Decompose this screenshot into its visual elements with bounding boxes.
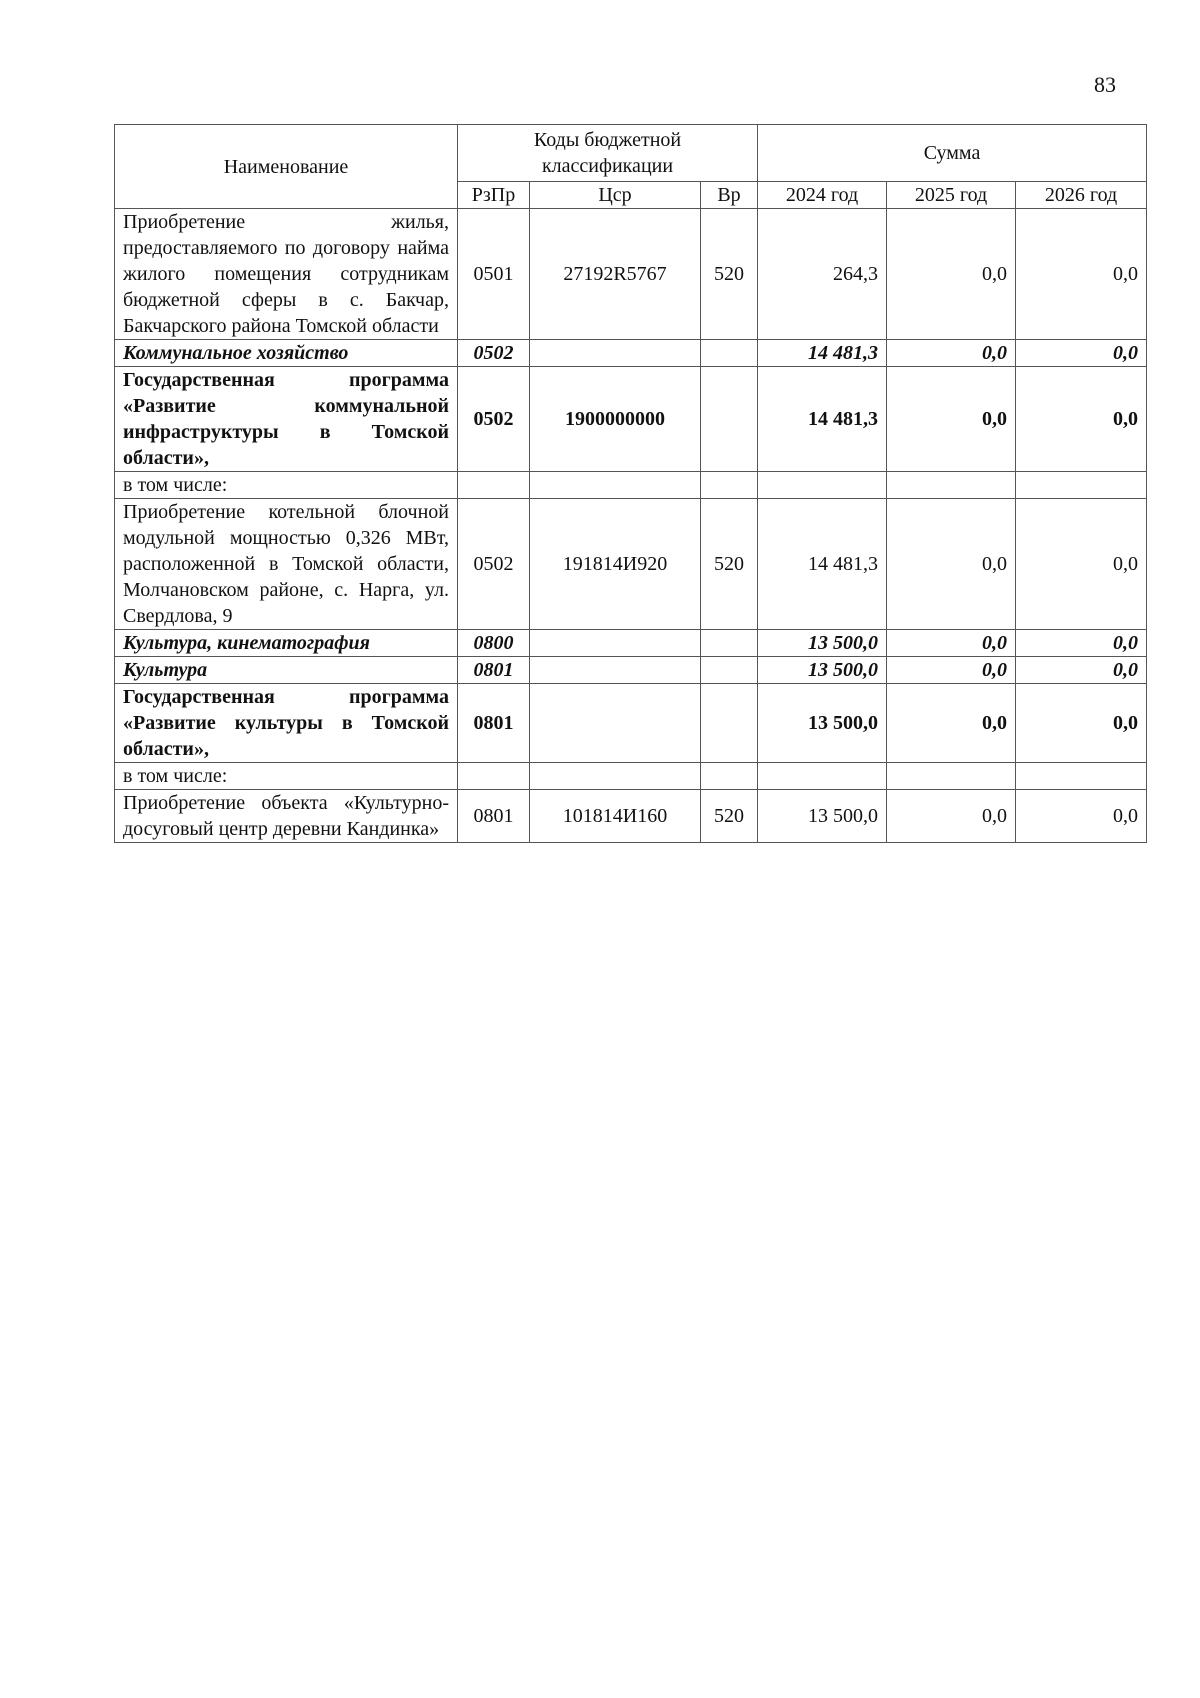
- row-2026: 0,0: [1016, 340, 1147, 367]
- row-2026: [1016, 763, 1147, 790]
- row-rzpr: 0800: [458, 630, 530, 657]
- row-2026: 0,0: [1016, 499, 1147, 630]
- row-2024: 13 500,0: [758, 684, 887, 763]
- row-2024: 14 481,3: [758, 340, 887, 367]
- row-name: в том числе:: [115, 763, 458, 790]
- header-name: Наименование: [115, 125, 458, 209]
- row-rzpr: 0801: [458, 684, 530, 763]
- row-rzpr: [458, 763, 530, 790]
- row-vr: [701, 367, 758, 472]
- row-2026: [1016, 472, 1147, 499]
- row-2025: 0,0: [887, 684, 1016, 763]
- row-2026: 0,0: [1016, 209, 1147, 340]
- row-rzpr: 0501: [458, 209, 530, 340]
- header-rzpr: РзПр: [458, 182, 530, 209]
- table-row: [115, 684, 1147, 763]
- row-2025: 0,0: [887, 630, 1016, 657]
- row-vr: [701, 472, 758, 499]
- row-rzpr: 0801: [458, 790, 530, 843]
- header-sum: Сумма: [758, 125, 1147, 182]
- row-rzpr: 0801: [458, 657, 530, 684]
- row-rzpr: [458, 472, 530, 499]
- table-row: [115, 763, 1147, 790]
- row-vr: [701, 684, 758, 763]
- row-2024: [758, 763, 887, 790]
- row-name: Приобретение жилья, предоставляемого по договору найма жилого помещения сотрудникам бюджетной сферы в с. Бакчар, Бакчарского района Томской области: [115, 209, 458, 340]
- row-csr: 101814И160: [530, 790, 701, 843]
- header-2024: 2024 год: [758, 182, 887, 209]
- row-2024: [758, 472, 887, 499]
- row-2026: 0,0: [1016, 790, 1147, 843]
- table-row: [115, 367, 1147, 472]
- row-2025: 0,0: [887, 790, 1016, 843]
- row-2024: 13 500,0: [758, 657, 887, 684]
- row-name: Культура, кинематография: [115, 630, 458, 657]
- row-csr: 191814И920: [530, 499, 701, 630]
- header-csr: Цср: [530, 182, 701, 209]
- row-name: Государственная программа «Развитие коммунальной инфраструктуры в Томской области»,: [115, 367, 458, 472]
- row-rzpr: 0502: [458, 499, 530, 630]
- row-2024: 264,3: [758, 209, 887, 340]
- row-2025: 0,0: [887, 340, 1016, 367]
- table-row: [115, 499, 1147, 630]
- header-2026: 2026 год: [1016, 182, 1147, 209]
- row-csr: [530, 684, 701, 763]
- row-2024: 14 481,3: [758, 499, 887, 630]
- row-csr: [530, 630, 701, 657]
- table-row: [115, 630, 1147, 657]
- budget-table: [114, 124, 1147, 843]
- row-2026: 0,0: [1016, 367, 1147, 472]
- row-vr: [701, 657, 758, 684]
- row-csr: 1900000000: [530, 367, 701, 472]
- row-2025: [887, 472, 1016, 499]
- row-name: Приобретение котельной блочной модульной мощностью 0,326 МВт, расположенной в Томской области, Молчановском районе, с. Нарга, ул. Свердлова, 9: [115, 499, 458, 630]
- row-2024: 13 500,0: [758, 790, 887, 843]
- table-row: [115, 340, 1147, 367]
- row-csr: [530, 340, 701, 367]
- header-vr: Вр: [701, 182, 758, 209]
- row-2025: 0,0: [887, 209, 1016, 340]
- row-2026: 0,0: [1016, 630, 1147, 657]
- row-csr: [530, 657, 701, 684]
- page-number: 83: [1094, 72, 1116, 97]
- row-name: в том числе:: [115, 472, 458, 499]
- row-name: Культура: [115, 657, 458, 684]
- row-2026: 0,0: [1016, 657, 1147, 684]
- row-2025: 0,0: [887, 367, 1016, 472]
- row-2025: 0,0: [887, 499, 1016, 630]
- header-row-1: [115, 125, 1147, 182]
- row-2024: 13 500,0: [758, 630, 887, 657]
- row-name: Коммунальное хозяйство: [115, 340, 458, 367]
- row-rzpr: 0502: [458, 367, 530, 472]
- row-2025: 0,0: [887, 657, 1016, 684]
- row-vr: 520: [701, 499, 758, 630]
- row-csr: 27192R5767: [530, 209, 701, 340]
- table-row: [115, 790, 1147, 843]
- row-csr: [530, 472, 701, 499]
- header-codes: Коды бюджетной классификации: [458, 125, 758, 182]
- row-vr: [701, 630, 758, 657]
- row-vr: [701, 340, 758, 367]
- row-name: Приобретение объекта «Культурно-досуговый центр деревни Кандинка»: [115, 790, 458, 843]
- row-2024: 14 481,3: [758, 367, 887, 472]
- table-row: [115, 657, 1147, 684]
- row-csr: [530, 763, 701, 790]
- row-vr: 520: [701, 209, 758, 340]
- row-rzpr: 0502: [458, 340, 530, 367]
- header-2025: 2025 год: [887, 182, 1016, 209]
- row-vr: 520: [701, 790, 758, 843]
- table-row: [115, 472, 1147, 499]
- table-row: [115, 209, 1147, 340]
- row-2026: 0,0: [1016, 684, 1147, 763]
- row-name: Государственная программа «Развитие культуры в Томской области»,: [115, 684, 458, 763]
- row-2025: [887, 763, 1016, 790]
- row-vr: [701, 763, 758, 790]
